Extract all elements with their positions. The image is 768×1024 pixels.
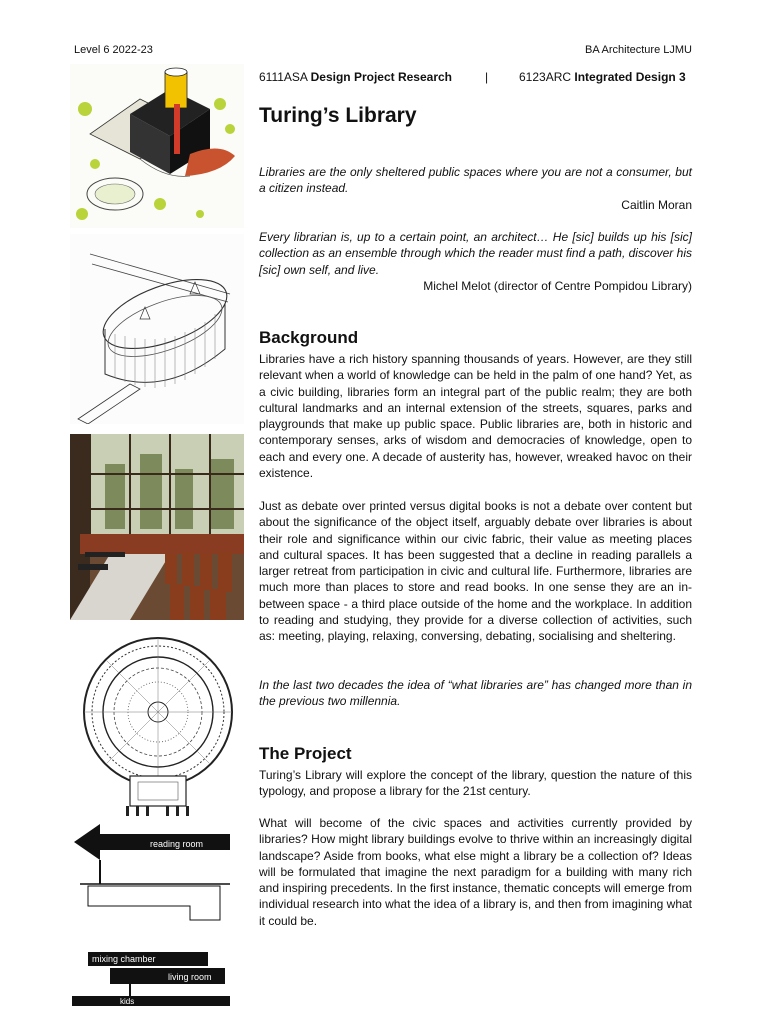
diagram-label-kids: kids [120,997,135,1006]
diagram-label-living-room: living room [168,972,212,982]
quote-2-text: Every librarian is, up to a certain point, an architect… He [sic] builds up his [sic] collection as an ensemble through which the reader must find a path, discover his [sic] own self, and live. [259,230,692,277]
course-code-1: 6111ASA [259,70,308,84]
course-code-2: 6123ARC [519,70,572,84]
quote-1-author: Caitlin Moran [621,197,692,212]
course-2 [519,70,686,84]
axonometric-sketch-image [70,64,244,228]
quote-2-author: Michel Melot (director of Centre Pompidou Library) [423,278,692,293]
quote-1-text: Libraries are the only sheltered public spaces where you are not a consumer, but a citizen instead. [259,165,692,196]
oval-building-drawing-image [70,234,244,424]
background-paragraph-2: Just as debate over printed versus digital books is not a debate over content but about the significance of the object itself, arguably debate over libraries is about their role and significance within our civic fabric, their value as meeting places and cultural spaces. It has been suggested that a decline in reading parallels a larger retreat from participation in civic and cultural life. Furthermore, libraries are much more than places to store and read books. In one sense they are an in-between space - a third place outside of the home and the workplace. In addition to reading and studying, they provide for a diverse collection of activities, such as: meeting, playing, relaxing, conversing, debating, socialising and sheltering. [259,499,692,644]
background-paragraph-1: Libraries have a rich history spanning thousands of years. However, are they still relevant when a world of knowledge can be held in the palm of one hand? Yet, as a civic building, libraries form an integral part of the public realm; they are both cultural landmarks and an internal extension of the streets, squares, parks and playgrounds that make up public space. Public libraries are, both in historic and contemporary senses, arks of wisdom and democracies of knowledge, open to each and every one. A decade of austerity has, however, wreaked havoc on their existence. [259,352,692,481]
header-right: BA Architecture LJMU [585,44,692,56]
background-heading: Background [259,328,359,347]
course-separator: | [485,70,489,84]
background-paragraph-3: In the last two decades the idea of “what libraries are” has changed more than in the previous two millennia. [259,678,692,709]
project-paragraph-2: What will become of the civic spaces and activities currently provided by libraries? How might library buildings evolve to thrive within an increasingly digital landscape? Aside from books, what else might a library be a collection of? Ideas will be formulated that imagine the next paradigm for a building with many rich and inspiring precedents. In the first instance, thematic concepts will emerge from individual research into what the idea of a library is, and then from imagining what it could be. [259,816,692,928]
library-interior-photo [70,434,244,620]
course-1 [259,70,452,84]
quote-1 [259,164,692,213]
diagram-label-mixing-chamber: mixing chamber [92,954,156,964]
header-left: Level 6 2022-23 [74,44,153,56]
page-title: Turing’s Library [259,104,417,127]
program-diagram-image [70,820,244,1006]
quote-2 [259,229,692,294]
project-paragraph-1: Turing’s Library will explore the concept of the library, question the nature of this typology, and propose a library for the 21st century. [259,768,692,799]
project-heading: The Project [259,744,352,763]
course-name-2: Integrated Design 3 [574,70,686,84]
course-name-1: Design Project Research [310,70,453,84]
circular-library-plan-image [70,636,244,818]
diagram-label-reading-room: reading room [150,839,204,849]
